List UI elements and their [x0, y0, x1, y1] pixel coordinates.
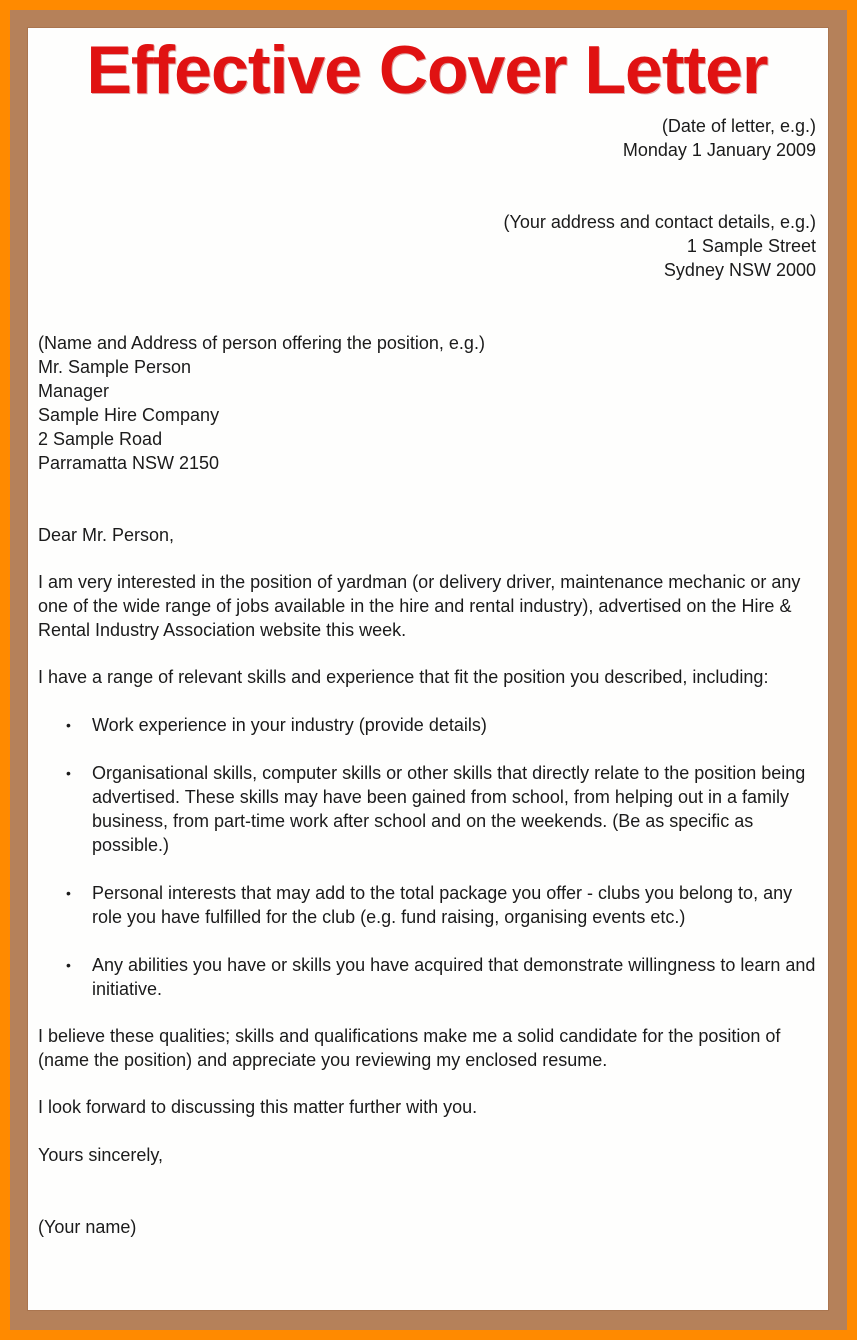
inner-brown-border: [10, 10, 847, 1330]
recipient-address-block: [38, 331, 816, 475]
bullet-text-organisational-skills: Organisational skills, computer skills or other skills that directly relate to the position being advertised. These skills may have been gained from school, from helping out in a family business, from part-time work after school and on the weekends. (Be as specific as possible.): [92, 763, 806, 855]
paragraph-look-forward: I look forward to discussing this matter further with you.: [38, 1097, 478, 1117]
list-item: [38, 713, 816, 737]
list-item: [38, 953, 816, 1001]
list-item: [38, 881, 816, 929]
signature-name-placeholder: (Your name): [38, 1217, 137, 1237]
sender-street: 1 Sample Street: [686, 236, 816, 256]
paragraph-intro: I am very interested in the position of yardman (or delivery driver, maintenance mechanic or any one of the wide range of jobs available in the hire and rental industry), advertised on the Hire & Rental Industry Association website this week.: [38, 572, 801, 640]
sender-address-label: (Your address and contact details, e.g.): [503, 212, 816, 232]
date-label: (Date of letter, e.g.): [661, 116, 816, 136]
recipient-company: Sample Hire Company: [38, 405, 220, 425]
sender-address-block: [38, 210, 816, 282]
bullet-text-personal-interests: Personal interests that may add to the total package you offer - clubs you belong to, any role you have fulfilled for the club (e.g. fund raising, organising events etc.): [92, 883, 793, 927]
bullet-icon: •: [66, 885, 71, 901]
recipient-city: Parramatta NSW 2150: [38, 453, 220, 473]
page-title: Effective Cover Letter: [86, 32, 768, 108]
recipient-role: Manager: [38, 381, 110, 401]
bullet-icon: •: [66, 765, 71, 781]
bullet-icon: •: [66, 957, 71, 973]
bullet-text-abilities: Any abilities you have or skills you have acquired that demonstrate willingness to learn and initiative.: [92, 955, 816, 999]
bullet-icon: •: [66, 717, 71, 733]
paragraph-skills-intro: I have a range of relevant skills and experience that fit the position you described, including:: [38, 667, 769, 687]
sender-city: Sydney NSW 2000: [663, 260, 816, 280]
paragraph-belief: I believe these qualities; skills and qualifications make me a solid candidate for the position of (name the position) and appreciate you reviewing my enclosed resume.: [38, 1026, 781, 1070]
bullet-text-work-experience: Work experience in your industry (provide details): [92, 715, 487, 735]
list-item: [38, 761, 816, 857]
date-block: [38, 114, 816, 162]
salutation: Dear Mr. Person,: [38, 525, 175, 545]
recipient-street: 2 Sample Road: [38, 429, 163, 449]
date-value: Monday 1 January 2009: [622, 140, 816, 160]
signoff: Yours sincerely,: [38, 1145, 164, 1165]
recipient-name: Mr. Sample Person: [38, 357, 192, 377]
skills-bullet-list: [38, 713, 816, 1001]
recipient-label: (Name and Address of person offering the position, e.g.): [38, 333, 485, 353]
letter-page: [28, 28, 828, 1310]
